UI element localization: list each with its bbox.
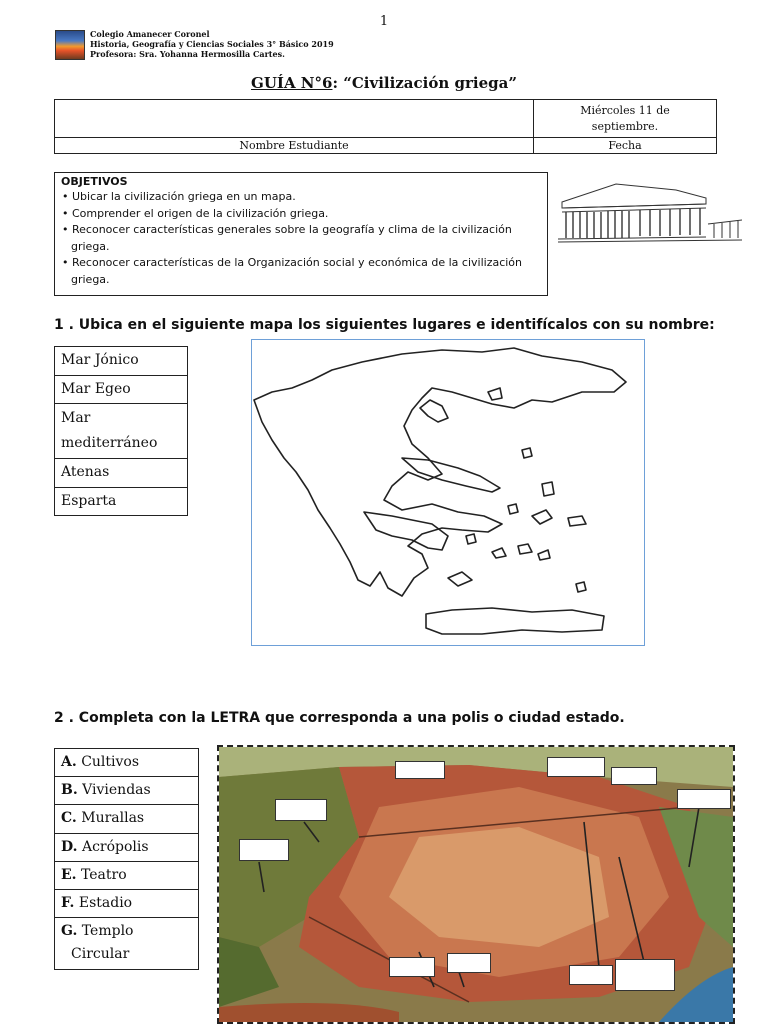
objectives-box [54, 172, 548, 296]
answer-box[interactable] [389, 957, 435, 977]
answer-box[interactable] [569, 965, 613, 985]
date-value [534, 100, 717, 138]
option-cultivos [55, 749, 199, 777]
page-title [0, 74, 768, 92]
answer-box[interactable] [447, 953, 491, 973]
place-mediterranean-line-2: mediterráneo [61, 435, 158, 451]
option-letter: G. [61, 923, 78, 940]
place-athens: Atenas [55, 459, 188, 488]
answer-box[interactable] [677, 789, 731, 809]
date-line-2: septiembre. [591, 119, 659, 133]
option-acropolis [55, 833, 199, 861]
option-templo-circular [55, 918, 199, 969]
option-letter: E. [61, 866, 77, 883]
objective-item: • Comprender el origen de la civilización griega. [71, 206, 541, 223]
student-name-label: Nombre Estudiante [55, 138, 534, 154]
course-name: Historia, Geografía y Ciencias Sociales 3° Básico 2019 [90, 39, 334, 49]
option-letter: D. [61, 838, 78, 855]
greece-map[interactable] [251, 339, 645, 646]
answer-box[interactable] [615, 959, 675, 991]
question-1-text: 1 . Ubica en el siguiente mapa los siguientes lugares e identifícalos con su nombre: [54, 317, 715, 333]
option-label: Templo [81, 923, 134, 940]
polis-options-table [54, 748, 199, 970]
school-logo [55, 30, 85, 60]
polis-illustration [217, 745, 735, 1024]
place-mediterranean-line-1: Mar [61, 410, 91, 426]
date-line-1: Miércoles 11 de [580, 103, 670, 117]
option-label: Circular [71, 946, 130, 963]
teacher-name: Profesora: Sra. Yohanna Hermosilla Cartes. [90, 49, 285, 59]
parthenon-illustration [556, 180, 742, 246]
places-table [54, 346, 188, 516]
objectives-list [61, 189, 541, 288]
option-label: Viviendas [82, 782, 151, 799]
greece-outline [252, 340, 644, 645]
option-viviendas [55, 777, 199, 805]
place-ionian-sea: Mar Jónico [55, 347, 188, 376]
guide-number: GUÍA N°6 [251, 74, 333, 92]
place-mediterranean-sea [55, 404, 188, 459]
option-label: Cultivos [81, 754, 140, 770]
place-sparta: Esparta [55, 487, 188, 516]
option-label: Acrópolis [81, 838, 149, 855]
date-label: Fecha [534, 138, 717, 154]
objectives-heading: OBJETIVOS [61, 175, 128, 188]
answer-box[interactable] [547, 757, 605, 777]
student-name-field[interactable] [55, 100, 534, 138]
option-letter: C. [61, 810, 77, 827]
answer-box[interactable] [611, 767, 657, 785]
option-label: Teatro [81, 866, 127, 883]
question-2-text: 2 . Completa con la LETRA que corresponda a una polis o ciudad estado. [54, 710, 625, 726]
guide-title: : “Civilización griega” [332, 74, 517, 92]
school-header [90, 29, 334, 59]
objective-item: • Reconocer características generales sobre la geografía y clima de la civilización griega. [71, 222, 541, 255]
option-label: Estadio [78, 895, 133, 912]
option-teatro [55, 861, 199, 889]
objective-item: • Reconocer características de la Organización social y económica de la civilización griega. [71, 255, 541, 288]
page-number: 1 [379, 14, 389, 29]
school-name: Colegio Amanecer Coronel [90, 29, 210, 39]
option-letter: B. [61, 782, 78, 799]
objective-item: • Ubicar la civilización griega en un mapa. [71, 189, 541, 206]
option-letter: F. [61, 895, 75, 912]
option-letter: A. [61, 754, 77, 770]
place-aegean-sea: Mar Egeo [55, 375, 188, 404]
option-murallas [55, 805, 199, 833]
answer-box[interactable] [275, 799, 327, 821]
option-estadio [55, 890, 199, 918]
answer-box[interactable] [239, 839, 289, 861]
student-info-table [54, 99, 717, 154]
option-label: Murallas [81, 810, 145, 827]
answer-box[interactable] [395, 761, 445, 779]
